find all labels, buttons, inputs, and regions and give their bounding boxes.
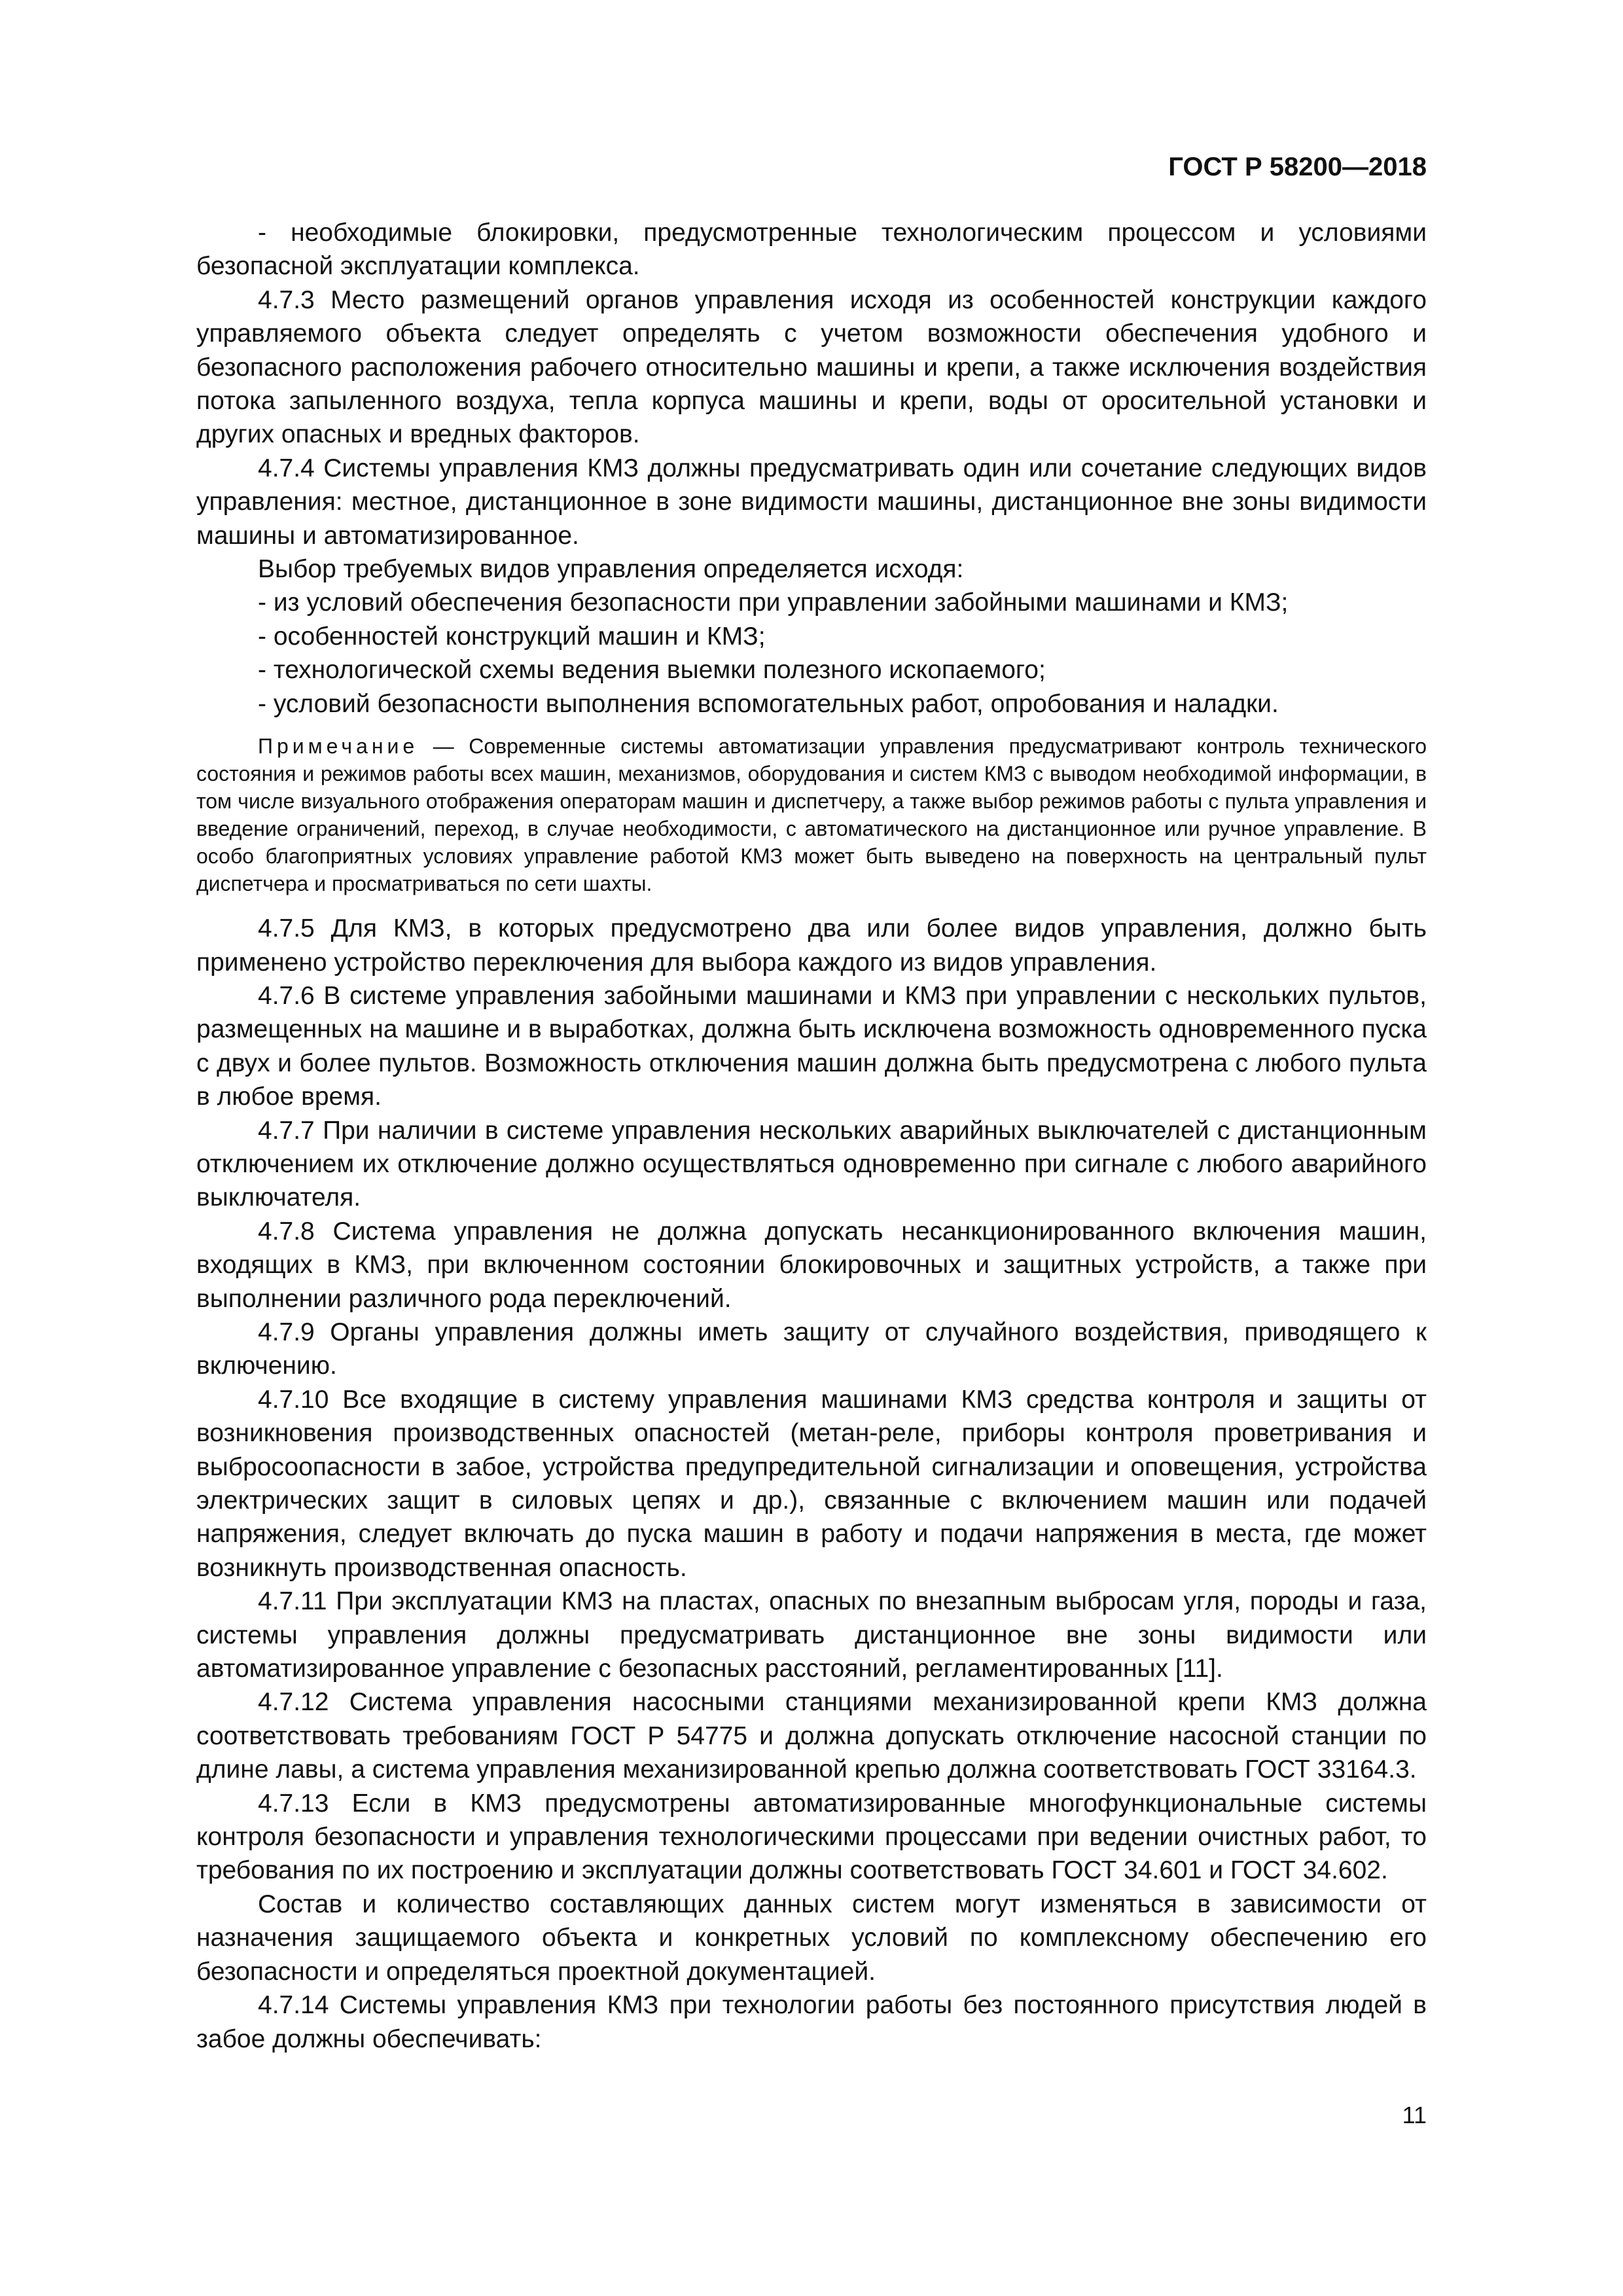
paragraph-composition: Состав и количество составляющих данных систем могут изменяться в зависимости от назначения защищаемого объекта и конкретных условий по комплексному обеспечению его безопасности и определяться проектной документацией. xyxy=(196,1890,1427,1986)
paragraph-4-7-13: 4.7.13 Если в КМЗ предусмотрены автоматизированные многофункциональные системы контроля безопасности и управления технологическими процессами при ведении очистных работ, то требования по их построению и эксплуатации должны соответствовать ГОСТ 34.601 и ГОСТ 34.602. xyxy=(196,1789,1427,1885)
paragraph-4-7-3: 4.7.3 Место размещений органов управления исходя из особенностей конструкции каждого управляемого объекта следует определять с учетом возможности обеспечения удобного и безопасного расположения рабочего относительно машины и крепи, а также исключения воздействия потока запыленного воздуха, тепла корпуса машины и крепи, воды от оросительной установки и других опасных и вредных факторов. xyxy=(196,285,1427,449)
paragraph-4-7-9: 4.7.9 Органы управления должны иметь защиту от случайного воздействия, приводящего к включению. xyxy=(196,1318,1427,1380)
paragraph-4-7-14: 4.7.14 Системы управления КМЗ при технологии работы без постоянного присутствия людей в забое должны обеспечивать: xyxy=(196,1991,1427,2053)
paragraph-choice-intro: Выбор требуемых видов управления определяется исходя: xyxy=(258,555,964,584)
note xyxy=(196,732,1427,897)
paragraph-4-7-8: 4.7.8 Система управления не должна допускать несанкционированного включения машин, входящих в КМЗ, при включенном состоянии блокировочных и защитных устройств, а также при выполнении различного рода переключений. xyxy=(196,1217,1427,1313)
paragraph-4-7-11: 4.7.11 При эксплуатации КМЗ на пластах, опасных по внезапным выбросам угля, породы и газа, системы управления должны предусматривать дистанционное вне зоны видимости или автоматизированное управление с безопасных расстояний, регламентированных [11]. xyxy=(196,1587,1427,1683)
paragraph-4-7-7: 4.7.7 При наличии в системе управления нескольких аварийных выключателей с дистанционным отключением их отключение должно осуществляться одновременно при сигнале с любого аварийного выключателя. xyxy=(196,1116,1427,1212)
list-item-aux-works: - условий безопасности выполнения вспомогательных работ, опробования и наладки. xyxy=(258,689,1279,718)
list-item-tech-scheme: - технологической схемы ведения выемки полезного ископаемого; xyxy=(258,656,1046,685)
paragraph-4-7-10: 4.7.10 Все входящие в систему управления машинами КМЗ средства контроля и защиты от возникновения производственных опасностей (метан-реле, приборы контроля проветривания и выбросоопасности в забое, устройства предупредительной сигнализации и оповещения, устройства электрических защит в силовых цепях и др.), связанные с включением машин или подачей напряжения, следует включать до пуска машин в работу и подачи напряжения в места, где может возникнуть производственная опасность. xyxy=(196,1385,1427,1582)
page-content xyxy=(196,131,1427,2199)
paragraph-blocking: - необходимые блокировки, предусмотренные технологическим процессом и условиями безопасной эксплуатации комплекса. xyxy=(196,219,1427,281)
list-item-safety: - из условий обеспечения безопасности при управлении забойными машинами и КМЗ; xyxy=(258,588,1289,617)
paragraph-4-7-6: 4.7.6 В системе управления забойными машинами и КМЗ при управлении с нескольких пультов, размещенных на машине и в выработках, должна быть исключена возможность одновременного пуска с двух и более пультов. Возможность отключения машин должна быть предусмотрена с любого пульта в любое время. xyxy=(196,981,1427,1111)
paragraph-4-7-12: 4.7.12 Система управления насосными станциями механизированной крепи КМЗ должна соответствовать требованиям ГОСТ Р 54775 и должна допускать отключение насосной станции по длине лавы, а система управления механизированной крепью должна соответствовать ГОСТ 33164.3. xyxy=(196,1688,1427,1784)
paragraph-4-7-5: 4.7.5 Для КМЗ, в которых предусмотрено два или более видов управления, должно быть применено устройство переключения для выбора каждого из видов управления. xyxy=(196,914,1427,977)
paragraph-4-7-4: 4.7.4 Системы управления КМЗ должны предусматривать один или сочетание следующих видов управления: местное, дистанционное в зоне видимости машины, дистанционное вне зоны видимости машины и автоматизированное. xyxy=(196,454,1427,550)
note-text: — Современные системы автоматизации управления предусматривают контроль технического состояния и режимов работы всех машин, механизмов, оборудования и систем КМЗ с выводом необходимой информации, в том числе визуального отображения операторам машин и диспетчеру, а также выбор режимов работы с пульта управления и введение ограничений, переход, в случае необходимости, с автоматического на дистанционное или ручное управление. В особо благоприятных условиях управление работой КМЗ может быть выведено на поверхность на центральный пульт диспетчера и просматриваться по сети шахты. xyxy=(196,734,1427,896)
document-code-header: ГОСТ Р 58200—2018 xyxy=(1168,152,1427,181)
list-item-design: - особенностей конструкций машин и КМЗ; xyxy=(258,622,766,651)
note-label: Примечание xyxy=(258,734,419,759)
body-text xyxy=(196,216,1427,2056)
page-number: 11 xyxy=(1402,2102,1427,2128)
